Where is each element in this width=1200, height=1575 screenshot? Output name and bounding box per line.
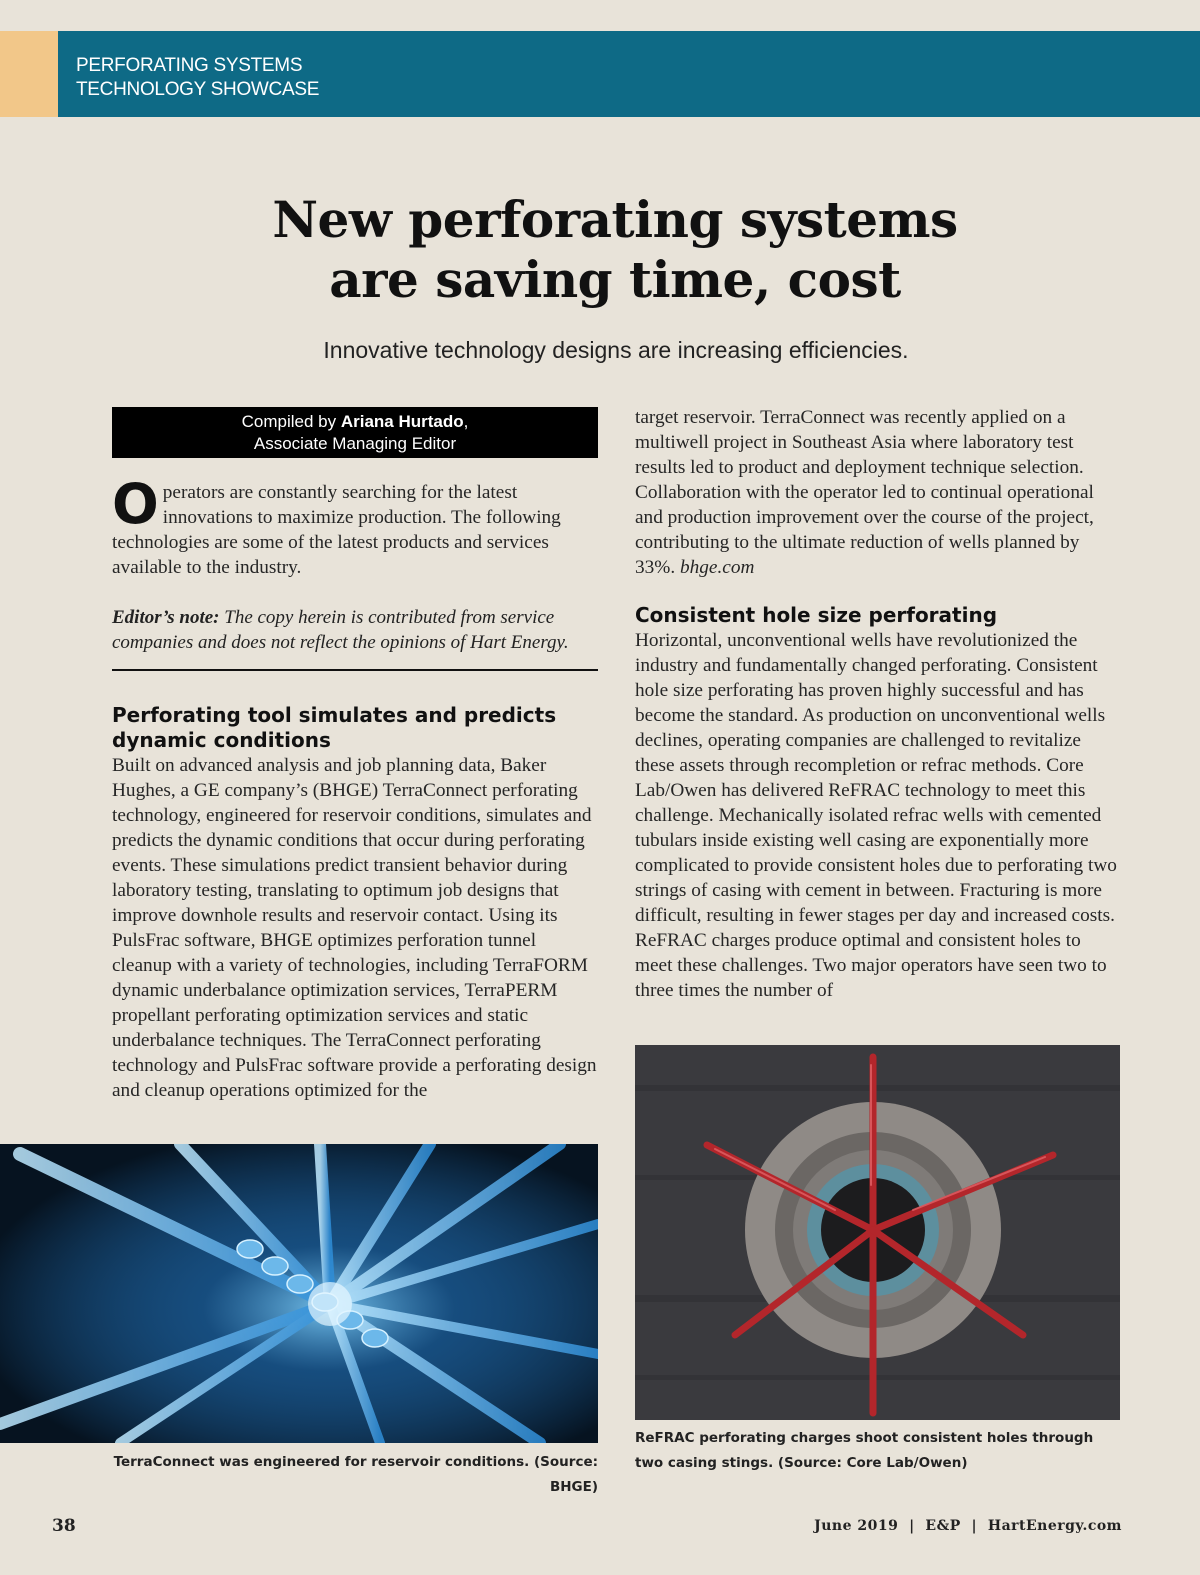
headline-line1: New perforating systems [272, 190, 958, 249]
section1-heading: Perforating tool simulates and predicts dynamic conditions [112, 703, 557, 752]
right-image-caption: ReFRAC perforating charges shoot consistent holes through two casing stings. (Source: Core Lab/Owen) [635, 1430, 1094, 1471]
page-number: 38 [52, 1516, 76, 1536]
editor-note [112, 605, 599, 655]
section2-body: Horizontal, unconventional wells have revolutionized the industry and fundamentally changed perforating. Consistent hole size perforating has proven highly successful and has become the standard. As production on unconventional wells declines, operating companies are challenged to revitalize these assets through recompletion or refrac methods. Core Lab/Owen has delivered ReFRAC technology to meet this challenge. Mechanically isolated refrac wells with cemented tubulars inside existing well casing are exponentially more complicated to provide consistent holes due to perforating two strings of casing with cement in between. Fracturing is more difficult, resulting in fewer stages per day and increased costs. ReFRAC charges produce optimal and consistent holes to meet these challenges. Two major operators have seen two to three times the number of [635, 630, 1117, 1001]
editor-note-text: The copy herein is contributed from service companies and does not reflect the opinions of Hart Energy. [112, 607, 569, 653]
headline-line2: are saving time, cost [329, 250, 901, 309]
subtitle: Innovative technology designs are increasing efficiencies. [323, 337, 909, 363]
source-link: bhge.com [675, 557, 755, 578]
drop-cap: O [112, 472, 159, 536]
byline-suffix: , [463, 412, 469, 431]
divider-rule [112, 669, 598, 671]
perforating-beams-illustration [0, 1144, 598, 1443]
section1-continued [635, 405, 1120, 580]
footer-issue-info: June 2019 | E&P | HartEnergy.com [814, 1518, 1122, 1534]
section-label-line2: TECHNOLOGY SHOWCASE [76, 79, 320, 100]
byline-prefix: Compiled by [241, 412, 341, 431]
section1-continued-text: target reservoir. TerraConnect was recently applied on a multiwell project in Southeast Asia where laboratory test results led to product and deployment technique selection. Collaboration with the operator led to continual operational and production improvement over the course of the project, contributing to the ultimate reduction of wells planned by 33%. [635, 407, 1094, 578]
refrac-charges-illustration [635, 1045, 1120, 1420]
section-label-line1: PERFORATING SYSTEMS [76, 55, 303, 76]
author-name: Ariana Hurtado [340, 412, 464, 431]
left-image-caption: TerraConnect was engineered for reservoir conditions. (Source: BHGE) [113, 1454, 598, 1495]
section2-heading: Consistent hole size perforating [635, 603, 998, 627]
intro-paragraph [112, 472, 599, 580]
intro-text: perators are constantly searching for the latest innovations to maximize production. The following technologies are some of the latest products and services available to the industry. [112, 482, 561, 578]
author-role: Associate Managing Editor [253, 434, 457, 453]
editor-note-label: Editor’s note: [112, 607, 220, 628]
refrac-image [635, 1045, 1120, 1420]
section1-body: Built on advanced analysis and job planning data, Baker Hughes, a GE company’s (BHGE) TerraConnect perforating technology, engineered for reservoir conditions, simulates and predicts the dynamic conditions that occur during perforating events. These simulations predict transient behavior during laboratory testing, translating to optimum job designs that improve downhole results and reservoir contact. Using its PulsFrac software, BHGE optimizes perforation tunnel cleanup with a variety of technologies, including TerraFORM dynamic underbalance optimization services, TerraPERM propellant perforating optimization services and static underbalance techniques. The TerraConnect perforating technology and PulsFrac software provide a perforating design and cleanup operations optimized for the [112, 755, 597, 1101]
header-accent-block [0, 31, 58, 117]
byline-box [112, 407, 598, 458]
terraconnect-image [0, 1144, 598, 1443]
